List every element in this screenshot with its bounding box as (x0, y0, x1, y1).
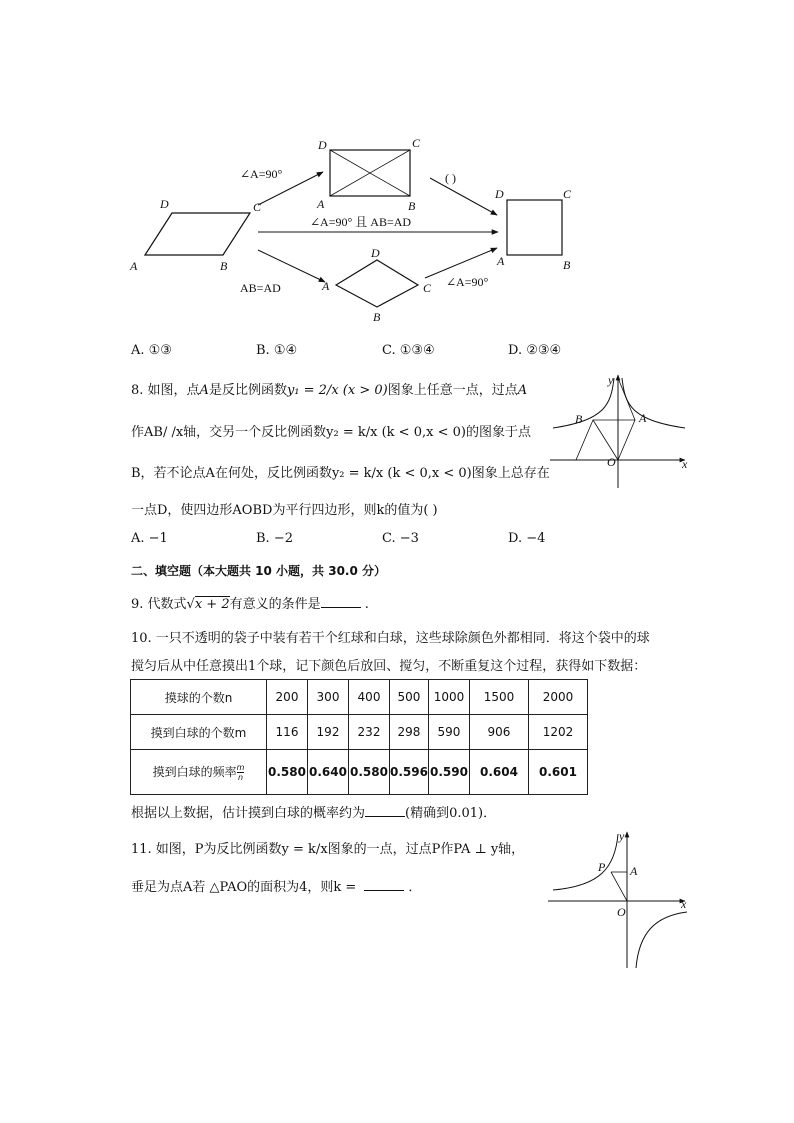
label-sq-A: A (497, 254, 505, 268)
q8-option-b[interactable]: B. −2 (256, 531, 293, 546)
arrow-label-ab-ad: AB=AD (240, 281, 281, 295)
q10-answer-blank[interactable] (365, 804, 405, 817)
q9-radical-sign: √ (186, 597, 195, 612)
arrow-to-rhombus (258, 250, 325, 282)
q11-label-y: y (619, 829, 625, 843)
table-cell: 500 (390, 680, 429, 715)
table-cell: 0.590 (428, 750, 469, 795)
table-cell: 192 (308, 715, 349, 750)
table-cell: 590 (428, 715, 469, 750)
q11-label-o: O (617, 905, 626, 919)
q8-option-c[interactable]: C. −3 (382, 531, 419, 546)
label-rect-C: C (412, 136, 421, 150)
label-rect-B: B (408, 199, 416, 213)
q11-curve-lower-right (636, 912, 687, 968)
table-row (131, 715, 588, 750)
q8-line-2: 作AB/ /x轴，交另一个反比例函数y₂ = k/x (k < 0,x < 0)的图象于点 (131, 425, 531, 440)
table-row-label-frequency (131, 750, 267, 795)
q11-line-1: 11. 如图，P为反比例函数y = k/x图象的一点，过点P作PA ⊥ y轴， (131, 842, 525, 857)
q8-line1-mid: 是反比例函数 (208, 383, 287, 398)
q8-option-a[interactable]: A. −1 (131, 531, 168, 546)
q9-line (131, 593, 369, 612)
q10-line-2: 搅匀后从中任意摸出1个球，记下颜色后放回、搅匀，不断重复这个过程，获得如下数据： (131, 659, 647, 674)
arrow-label-angle-a-90-bottom: ∠A=90° (446, 275, 489, 289)
table-cell: 0.640 (308, 750, 349, 795)
section-2-header: 二、填空题（本大题共 10 小题，共 30.0 分） (131, 564, 387, 578)
q8-curve-right (622, 378, 685, 428)
q8-label-b: B (575, 412, 583, 426)
table-cell: 1000 (428, 680, 469, 715)
q10-after-suffix: (精确到0.01)． (405, 806, 497, 821)
frequency-fraction (237, 763, 245, 782)
label-sq-B: B (563, 258, 571, 272)
label-para-D: D (160, 197, 169, 211)
arrow-label-angle-and-sides: ∠A=90° 且 AB=AD (310, 215, 412, 229)
q9-prefix: 9. 代数式 (131, 597, 187, 612)
arrow-rect-to-square (430, 178, 497, 215)
table-cell: 232 (349, 715, 390, 750)
q8-line1-function: y₁ = 2/x (x > 0) (286, 383, 388, 398)
q10-line-1: 10. 一只不透明的袋子中装有若干个红球和白球，这些球除颜色外都相同．将这个袋中的球 (131, 631, 650, 646)
q8-label-o: O (607, 455, 616, 469)
q8-line1-suffix: 图象上任意一点，过点 (387, 383, 518, 398)
q7-option-b[interactable]: B. ①④ (256, 343, 298, 358)
table-cell: 200 (267, 680, 308, 715)
q11-line-2 (131, 876, 421, 895)
table-cell: 2000 (528, 680, 587, 715)
table-row-label-n: 摸球的个数n (131, 680, 267, 715)
q8-line-3: B，若不论点A在何处，反比例函数y₂ = k/x (k < 0,x < 0)图象上总存在 (131, 466, 550, 481)
arrow-label-angle-a-90-top: ∠A=90° (240, 167, 283, 181)
q9-suffix: 有意义的条件是 (229, 597, 321, 612)
q10-after-prefix: 根据以上数据，估计摸到白球的概率约为 (131, 806, 366, 821)
q8-label-a: A (639, 411, 647, 425)
table-cell: 400 (349, 680, 390, 715)
q8-label-y: y (608, 373, 614, 387)
arrow-rhombus-to-square (425, 248, 497, 278)
q9-radicand: x + 2 (194, 597, 230, 612)
q8-label-x: x (682, 457, 688, 471)
label-rh-B: B (373, 310, 381, 324)
table-row (131, 750, 588, 795)
q8-curve-left (553, 378, 614, 428)
label-rect-D: D (318, 138, 327, 152)
q8-line1-prefix: 8. 如图，点 (131, 383, 200, 398)
arrow-label-blank-parentheses: ( ) (445, 171, 456, 185)
q9-end: . (360, 597, 369, 612)
table-cell: 0.580 (349, 750, 390, 795)
fraction-numerator: m (236, 762, 245, 772)
q8-line1-point-a2: A (517, 383, 528, 398)
q7-option-d[interactable]: D. ②③④ (508, 343, 562, 358)
label-rh-D: D (371, 246, 380, 260)
table-cell: 906 (469, 715, 528, 750)
q10-data-table (130, 679, 588, 795)
rhombus (336, 260, 418, 307)
label-para-C: C (253, 200, 262, 214)
q8-hyperbola-figure (545, 370, 695, 495)
label-rh-C: C (423, 281, 432, 295)
quadrilateral-diagram (120, 130, 600, 330)
q8-diag-1 (593, 420, 618, 460)
table-row-label-m: 摸到白球的个数m (131, 715, 267, 750)
q8-line-4: 一点D，使四边形AOBD为平行四边形，则k的值为( ) (131, 503, 438, 518)
q11-hyperbola-figure (545, 828, 695, 973)
label-rect-A: A (317, 197, 325, 211)
table-cell: 0.580 (267, 750, 308, 795)
q11-label-a: A (630, 864, 638, 878)
table-row (131, 680, 588, 715)
q11-line2-prefix: 垂足为点A若 △PAO的面积为4，则k = (131, 880, 357, 895)
parallelogram (145, 213, 250, 255)
q9-answer-blank[interactable] (321, 595, 361, 608)
q11-curve-upper-left (553, 834, 618, 890)
label-sq-C: C (563, 187, 572, 201)
label-sq-D: D (495, 187, 504, 201)
q11-label-x: x (681, 897, 687, 911)
table-cell: 300 (308, 680, 349, 715)
q11-label-p: P (598, 860, 606, 874)
q8-line1-point-a: A (199, 383, 209, 398)
q7-option-a[interactable]: A. ①③ (131, 343, 172, 358)
q7-option-c[interactable]: C. ①③④ (382, 343, 435, 358)
table-cell: 298 (390, 715, 429, 750)
q8-diag-2 (618, 378, 635, 420)
label-para-B: B (220, 259, 228, 273)
table-cell: 116 (267, 715, 308, 750)
q8-option-d[interactable]: D. −4 (508, 531, 546, 546)
q11-answer-blank[interactable] (364, 878, 404, 891)
table-cell: 1202 (528, 715, 587, 750)
label-rh-A: A (322, 279, 330, 293)
q8-line-1 (131, 379, 527, 398)
table-cell: 0.601 (528, 750, 587, 795)
q9-sqrt (187, 597, 230, 612)
frequency-label-text: 摸到白球的频率 (152, 764, 237, 779)
label-para-A: A (130, 259, 138, 273)
q11-line2-suffix: ． (404, 880, 422, 895)
table-cell: 0.596 (390, 750, 429, 795)
table-cell: 0.604 (469, 750, 528, 795)
table-cell: 1500 (469, 680, 528, 715)
square (507, 200, 562, 255)
fraction-denominator: n (237, 772, 244, 782)
q11-segment-po (611, 872, 627, 901)
q10-after-line (131, 802, 496, 821)
